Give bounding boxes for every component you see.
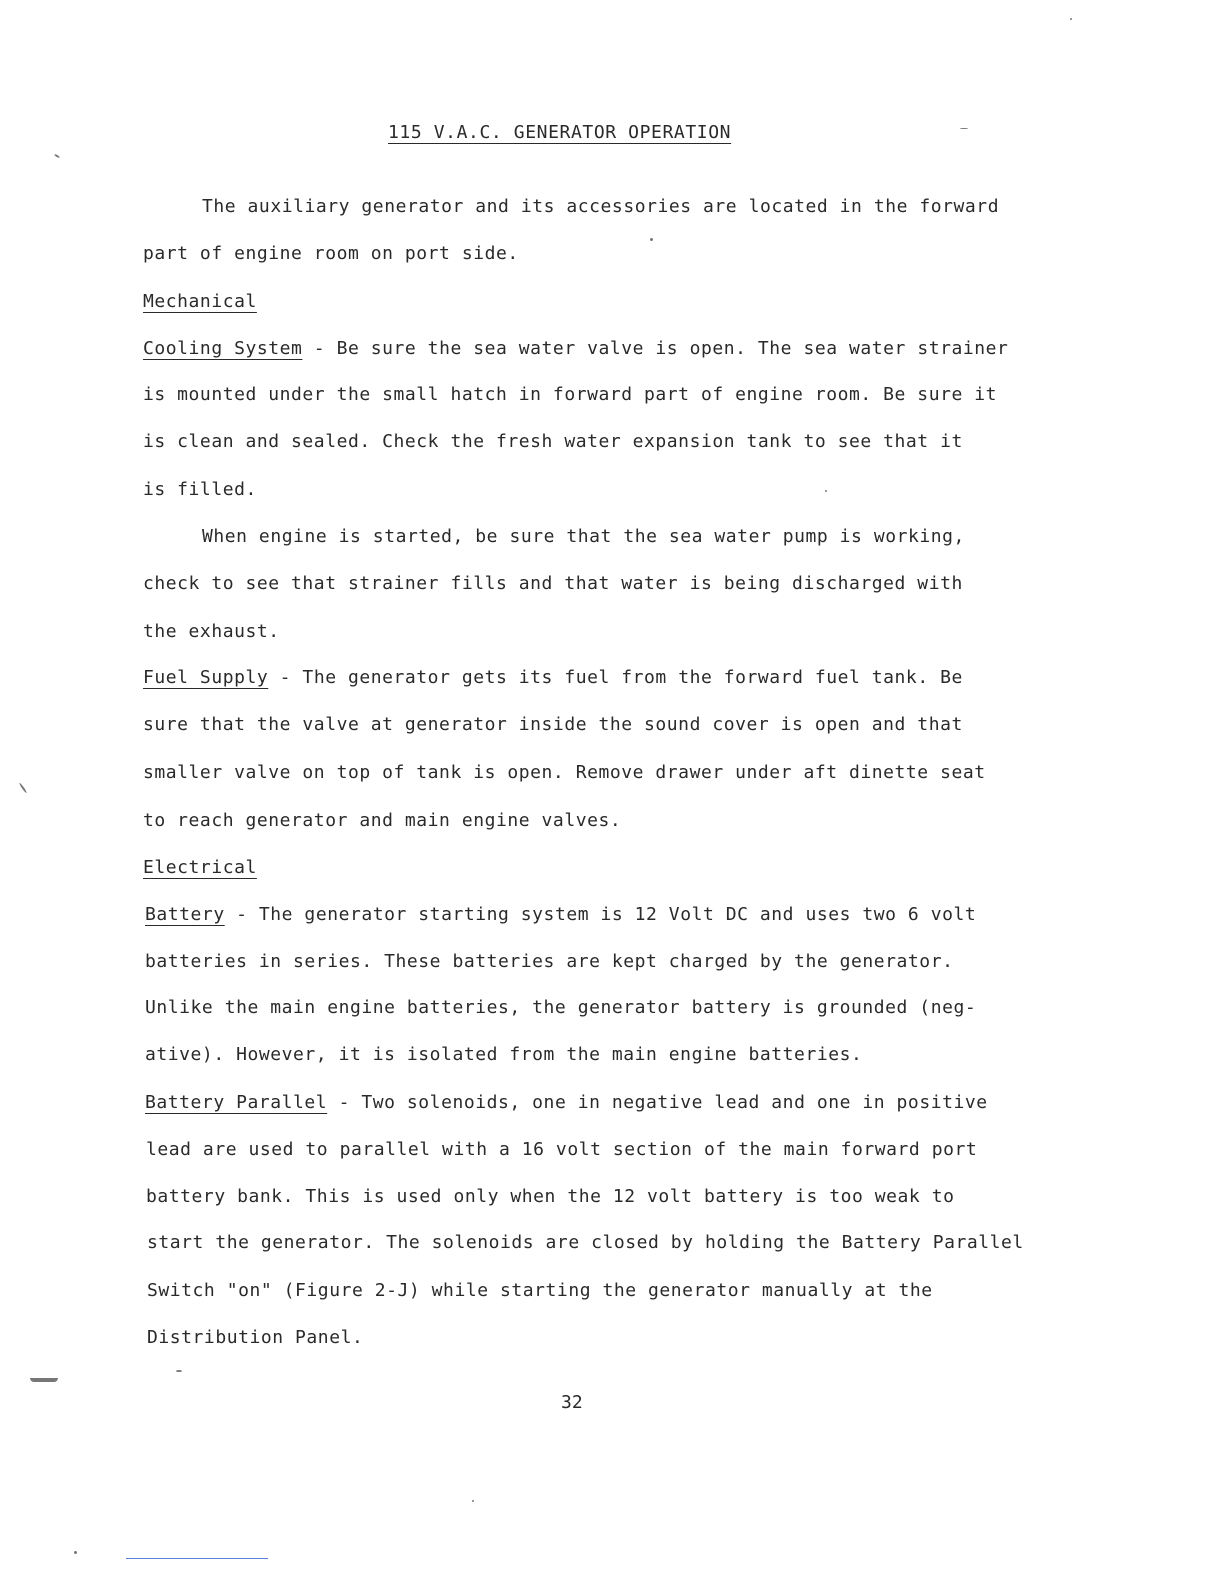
battery-parallel-line-3: battery bank. This is used only when the 12 volt battery is too weak to	[146, 1186, 955, 1207]
page-number: 32	[561, 1392, 583, 1413]
battery-line-2: batteries in series. These batteries are kept charged by the generator.	[145, 951, 954, 972]
scan-speck	[19, 783, 28, 794]
page-title: 115 V.A.C. GENERATOR OPERATION	[388, 122, 732, 143]
cooling-line-1-text: - Be sure the sea water valve is open. The sea water strainer	[302, 338, 1009, 359]
scan-speck	[74, 1551, 77, 1554]
cooling-line-1	[143, 338, 1008, 360]
battery-parallel-line-4: start the generator. The solenoids are closed by holding the Battery Parallel	[147, 1232, 1024, 1253]
section-heading-mechanical: Mechanical	[143, 291, 257, 312]
battery-parallel-line-1-text: - Two solenoids, one in negative lead and one in positive	[327, 1092, 988, 1113]
battery-line-1-text: - The generator starting system is 12 Volt DC and uses two 6 volt	[224, 904, 977, 925]
cooling-system-heading: Cooling System	[143, 338, 303, 359]
section-heading-electrical: Electrical	[143, 857, 257, 878]
cooling-para2-line-1: When engine is started, be sure that the sea water pump is working,	[202, 526, 965, 547]
scan-speck	[30, 1378, 58, 1382]
battery-parallel-heading: Battery Parallel	[145, 1092, 328, 1113]
fuel-line-3: smaller valve on top of tank is open. Remove drawer under aft dinette seat	[143, 762, 986, 783]
cooling-line-3: is clean and sealed. Check the fresh water expansion tank to see that it	[143, 431, 963, 452]
battery-heading: Battery	[145, 904, 225, 925]
battery-parallel-line-1	[145, 1092, 988, 1114]
battery-parallel-line-6: Distribution Panel.	[147, 1327, 364, 1348]
battery-parallel-line-2: lead are used to parallel with a 16 volt section of the main forward port	[146, 1139, 978, 1160]
cooling-line-2: is mounted under the small hatch in forward part of engine room. Be sure it	[143, 384, 998, 405]
intro-line-1: The auxiliary generator and its accessories are located in the forward	[202, 196, 1000, 217]
battery-line-3: Unlike the main engine batteries, the generator battery is grounded (neg-	[145, 997, 977, 1018]
scan-speck	[176, 1370, 182, 1372]
fuel-line-1-text: - The generator gets its fuel from the forward fuel tank. Be	[268, 667, 963, 688]
cooling-para2-line-2: check to see that strainer fills and that water is being discharged with	[143, 573, 963, 594]
scan-speck	[960, 128, 968, 129]
cooling-line-4: is filled.	[143, 479, 257, 500]
fuel-supply-heading: Fuel Supply	[143, 667, 269, 688]
scan-speck	[54, 154, 60, 159]
fuel-line-2: sure that the valve at generator inside the sound cover is open and that	[143, 714, 963, 735]
battery-line-1	[145, 904, 976, 926]
battery-parallel-line-5: Switch "on" (Figure 2-J) while starting the generator manually at the	[147, 1280, 933, 1301]
scan-speck	[1070, 18, 1072, 20]
fuel-line-4: to reach generator and main engine valves.	[143, 810, 622, 831]
fuel-line-1	[143, 667, 963, 689]
scan-edge-line	[126, 1558, 268, 1559]
battery-line-4: ative). However, it is isolated from the main engine batteries.	[145, 1044, 863, 1065]
scan-speck	[825, 490, 827, 492]
scan-speck	[650, 238, 653, 241]
intro-line-2: part of engine room on port side.	[143, 243, 519, 264]
cooling-para2-line-3: the exhaust.	[143, 621, 280, 642]
scan-speck	[472, 1500, 474, 1502]
